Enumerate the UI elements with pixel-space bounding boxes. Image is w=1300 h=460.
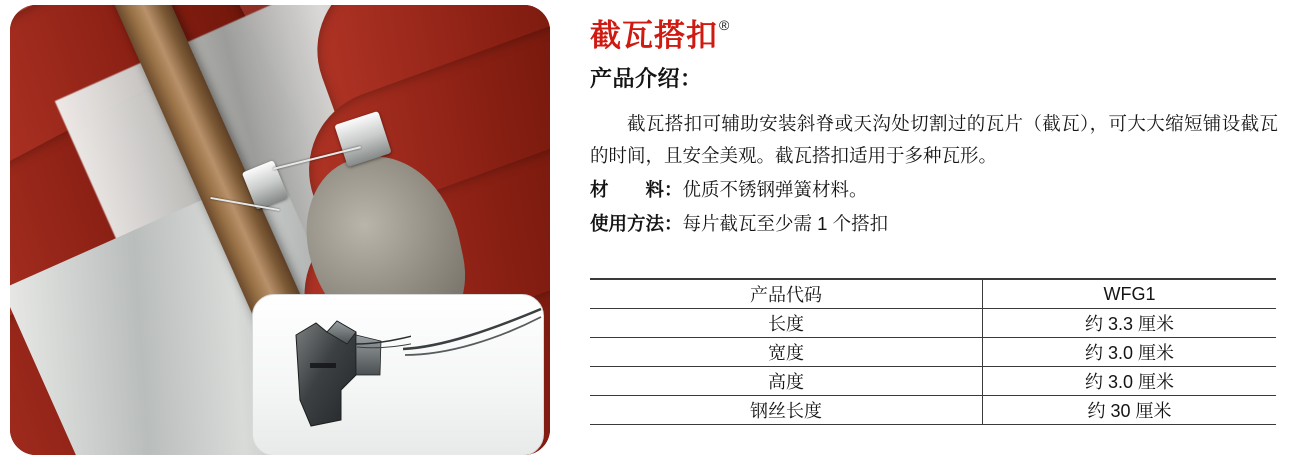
table-row	[590, 367, 1276, 396]
page-title: 截瓦搭扣	[590, 18, 718, 53]
product-description: 截瓦搭扣可辅助安装斜脊或天沟处切割过的瓦片（截瓦），可大大缩短铺设截瓦的时间，且安全美观。截瓦搭扣适用于多种瓦形。	[590, 113, 1278, 166]
product-closeup-inset	[252, 294, 544, 455]
spec-name: 高度	[590, 367, 983, 396]
spec-value: 约 30 厘米	[983, 396, 1277, 425]
clip-illustration	[281, 315, 411, 435]
specification-table	[590, 278, 1276, 425]
specification-table-body	[590, 279, 1276, 425]
spec-value: 约 3.0 厘米	[983, 367, 1277, 396]
product-photo	[10, 5, 550, 455]
product-title-row	[590, 10, 728, 55]
spec-name: 产品代码	[590, 279, 983, 309]
spec-name: 长度	[590, 309, 983, 338]
spec-name: 钢丝长度	[590, 396, 983, 425]
spec-name: 宽度	[590, 338, 983, 367]
spec-value: 约 3.0 厘米	[983, 338, 1277, 367]
product-info	[590, 0, 1290, 460]
table-row	[590, 338, 1276, 367]
table-row	[590, 279, 1276, 309]
spec-value: WFG1	[983, 279, 1277, 309]
material-label: 材 料：	[590, 179, 683, 200]
table-row	[590, 309, 1276, 338]
clip-wire-illustration	[403, 303, 543, 373]
section-heading: 产品介绍：	[590, 66, 703, 91]
table-row	[590, 396, 1276, 425]
material-line	[590, 176, 868, 202]
usage-label: 使用方法：	[590, 213, 683, 234]
material-value: 优质不锈钢弹簧材料。	[682, 179, 868, 200]
usage-line	[590, 210, 888, 236]
spec-value: 约 3.3 厘米	[983, 309, 1277, 338]
usage-value: 每片截瓦至少需 1 个搭扣	[682, 213, 889, 234]
registered-trademark-icon: ®	[719, 16, 730, 33]
